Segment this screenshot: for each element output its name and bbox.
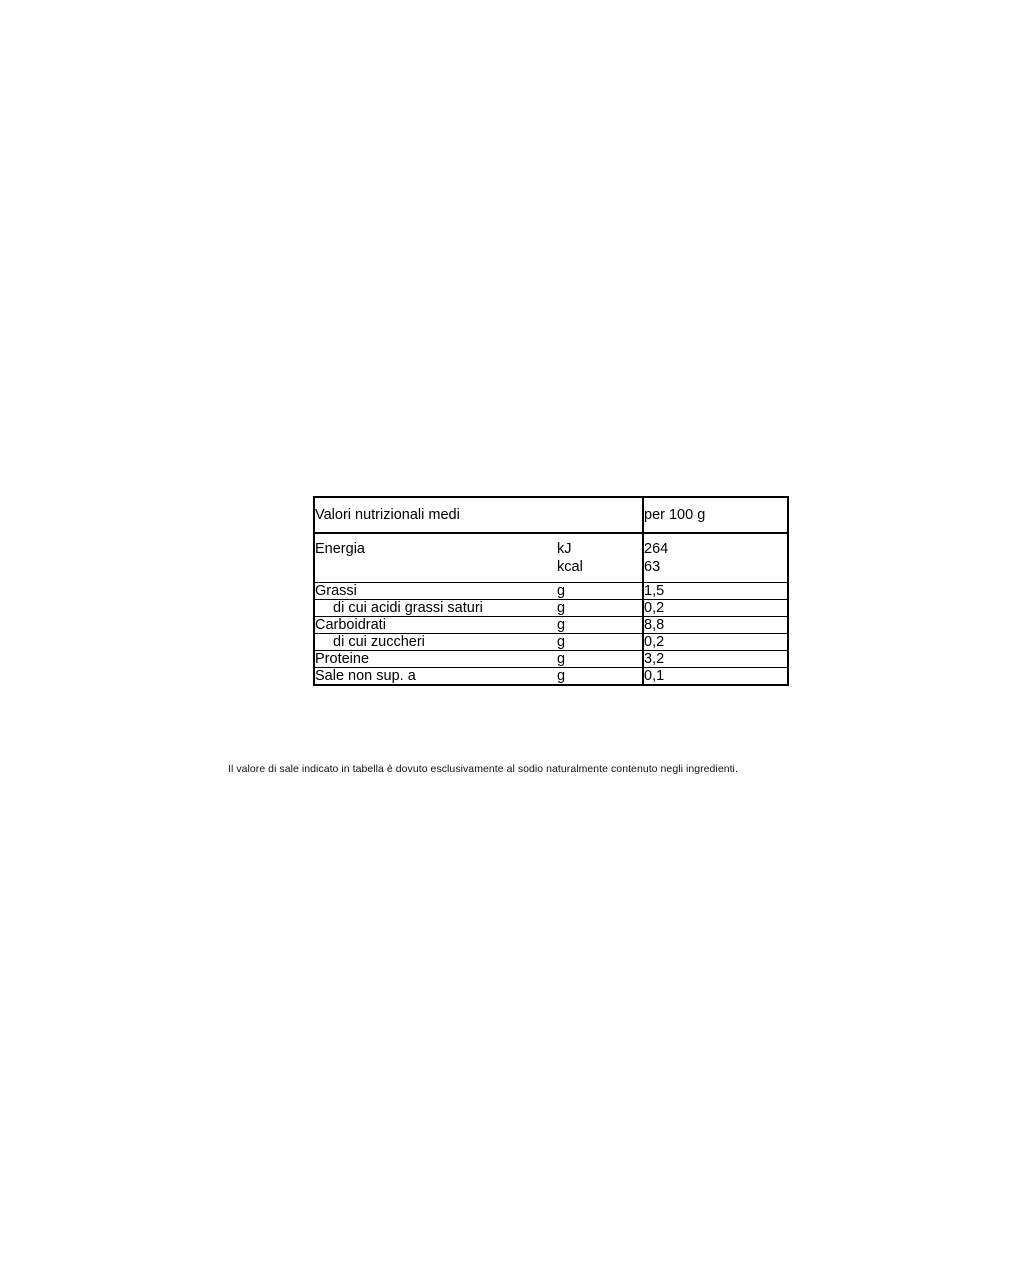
row-unit: g — [557, 668, 643, 686]
row-unit: kJ — [557, 541, 572, 557]
row-unit: g — [557, 583, 643, 600]
row-label: Grassi — [314, 583, 557, 600]
row-label — [314, 558, 557, 583]
row-label: Energia — [314, 533, 557, 558]
table-row — [314, 634, 788, 651]
row-value: 264 — [643, 533, 788, 558]
header-cell-label: Valori nutrizionali medi — [314, 497, 557, 533]
table-row — [314, 668, 788, 686]
table-row — [314, 558, 788, 583]
row-value: 0,2 — [643, 600, 788, 617]
nutrition-table-block — [313, 496, 787, 686]
table-row — [314, 583, 788, 600]
row-value: 3,2 — [643, 651, 788, 668]
table-row — [314, 533, 788, 558]
nutrition-facts-table — [313, 496, 789, 686]
row-label: Sale non sup. a — [314, 668, 557, 686]
row-label: di cui zuccheri — [314, 634, 557, 651]
row-value: 1,5 — [643, 583, 788, 600]
row-value: 8,8 — [643, 617, 788, 634]
row-value: 63 — [643, 558, 788, 583]
table-header-row — [314, 497, 788, 533]
row-unit: g — [557, 617, 643, 634]
row-label: di cui acidi grassi saturi — [314, 600, 557, 617]
row-label: Carboidrati — [314, 617, 557, 634]
row-unit: g — [557, 600, 643, 617]
row-value: 0,1 — [643, 668, 788, 686]
table-footnote: Il valore di sale indicato in tabella è dovuto esclusivamente al sodio naturalmente contenuto negli ingredienti. — [228, 763, 738, 775]
header-cell-unit — [557, 497, 643, 533]
table-row — [314, 651, 788, 668]
row-value: 0,2 — [643, 634, 788, 651]
row-unit: g — [557, 651, 643, 668]
row-label: Proteine — [314, 651, 557, 668]
header-cell-value: per 100 g — [643, 497, 788, 533]
row-unit: kcal — [557, 558, 643, 583]
row-unit: g — [557, 634, 643, 651]
table-row — [314, 617, 788, 634]
table-row — [314, 600, 788, 617]
